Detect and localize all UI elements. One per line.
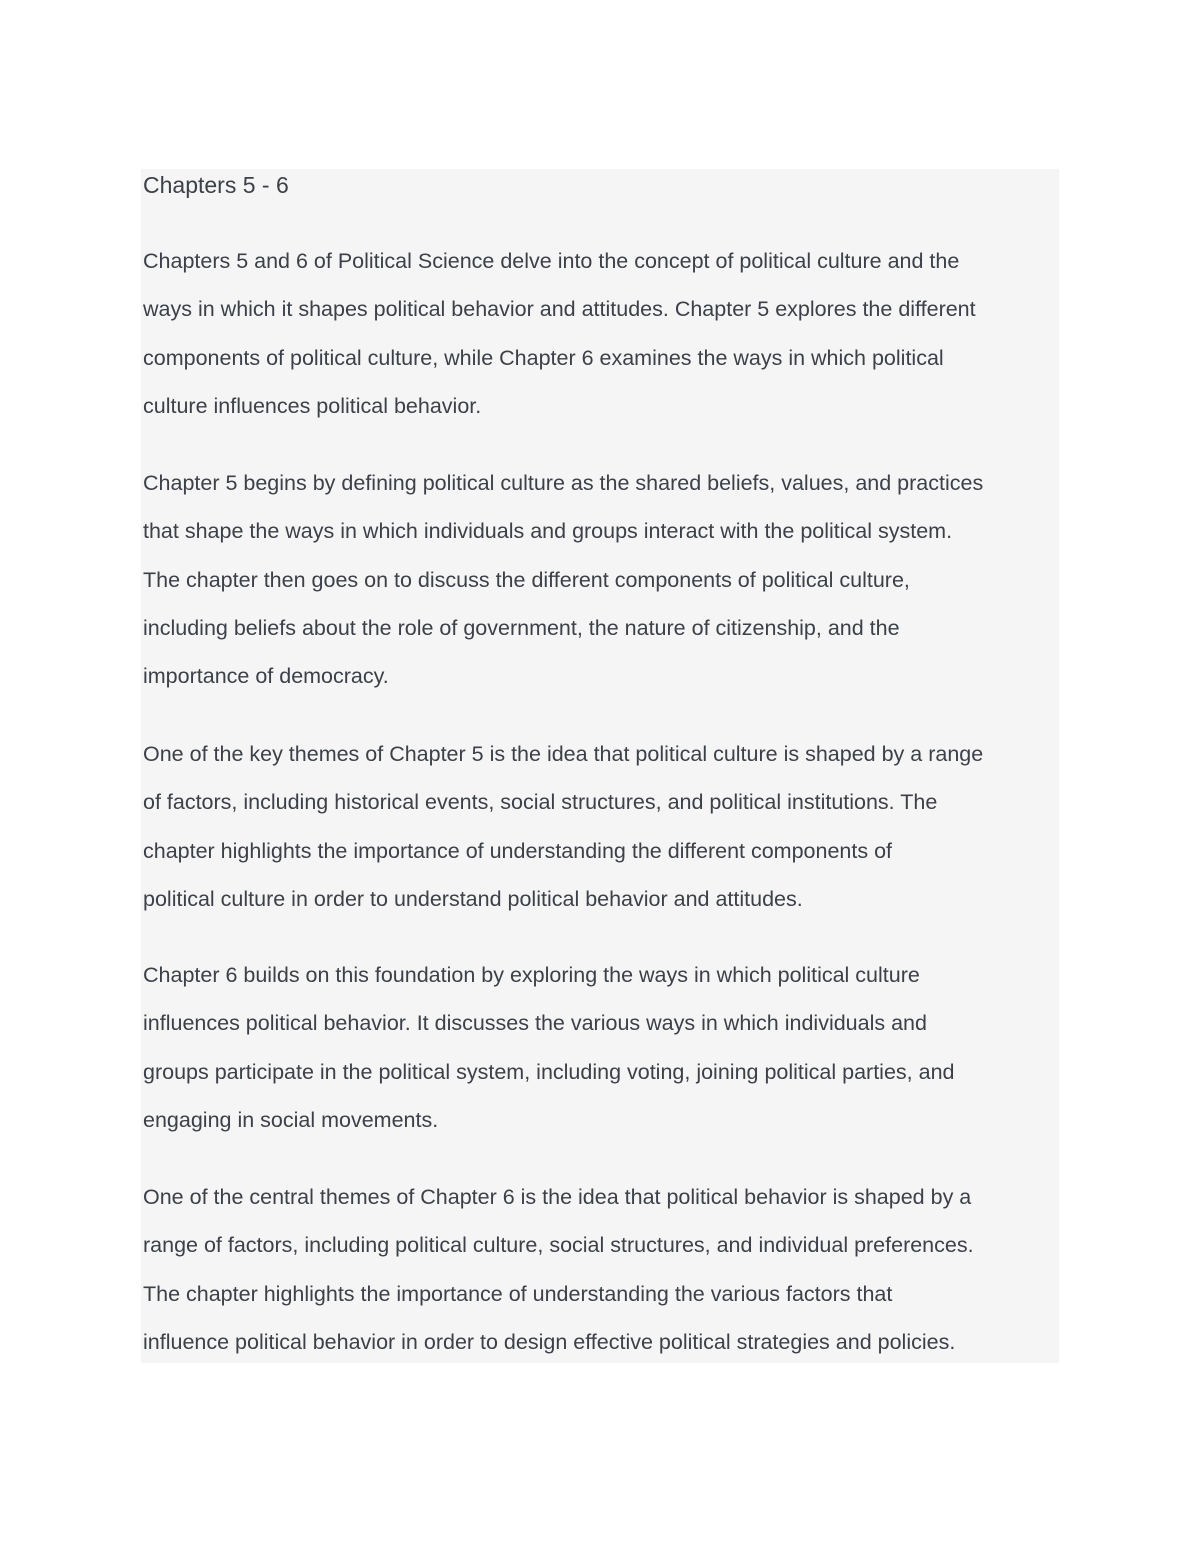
paragraph-line: Chapter 5 begins by defining political culture as the shared beliefs, values, and practices: [143, 471, 984, 495]
paragraph-line: influences political behavior. It discusses the various ways in which individuals and: [143, 1011, 927, 1036]
paragraph-4: [143, 951, 1103, 1144]
paragraph-line: importance of democracy.: [143, 664, 389, 689]
paragraph-line: culture influences political behavior.: [143, 393, 482, 418]
paragraph-3: [143, 730, 1103, 923]
paragraph-line: groups participate in the political system, including voting, joining political parties, and: [143, 1059, 955, 1084]
paragraph-line: One of the central themes of Chapter 6 is the idea that political behavior is shaped by a: [143, 1185, 972, 1209]
paragraph-line: Chapter 6 builds on this foundation by exploring the ways in which political culture: [143, 963, 920, 987]
paragraph-5: [143, 1173, 1103, 1366]
paragraph-line: political culture in order to understand political behavior and attitudes.: [143, 886, 803, 911]
document-title: Chapters 5 - 6: [143, 172, 289, 198]
paragraph-line: The chapter highlights the importance of understanding the various factors that: [143, 1281, 893, 1306]
paragraph-2: [143, 459, 1103, 700]
paragraph-line: influence political behavior in order to design effective political strategies and policies.: [143, 1329, 956, 1354]
paragraph-line: engaging in social movements.: [143, 1107, 439, 1132]
paragraph-line: ways in which it shapes political behavior and attitudes. Chapter 5 explores the different: [143, 297, 976, 322]
paragraph-line: of factors, including historical events, social structures, and political institutions. The: [143, 790, 938, 815]
paragraph-line: components of political culture, while Chapter 6 examines the ways in which political: [143, 345, 944, 370]
paragraph-line: One of the key themes of Chapter 5 is the idea that political culture is shaped by a range: [143, 742, 984, 766]
paragraph-line: range of factors, including political culture, social structures, and individual preferences.: [143, 1233, 974, 1258]
paragraph-line: Chapters 5 and 6 of Political Science delve into the concept of political culture and the: [143, 249, 960, 273]
paragraph-1: [143, 237, 1103, 430]
paragraph-line: chapter highlights the importance of understanding the different components of: [143, 838, 893, 863]
paragraph-line: including beliefs about the role of government, the nature of citizenship, and the: [143, 615, 900, 640]
paragraph-line: that shape the ways in which individuals and groups interact with the political system.: [143, 519, 953, 544]
paragraph-line: The chapter then goes on to discuss the different components of political culture,: [143, 567, 910, 592]
